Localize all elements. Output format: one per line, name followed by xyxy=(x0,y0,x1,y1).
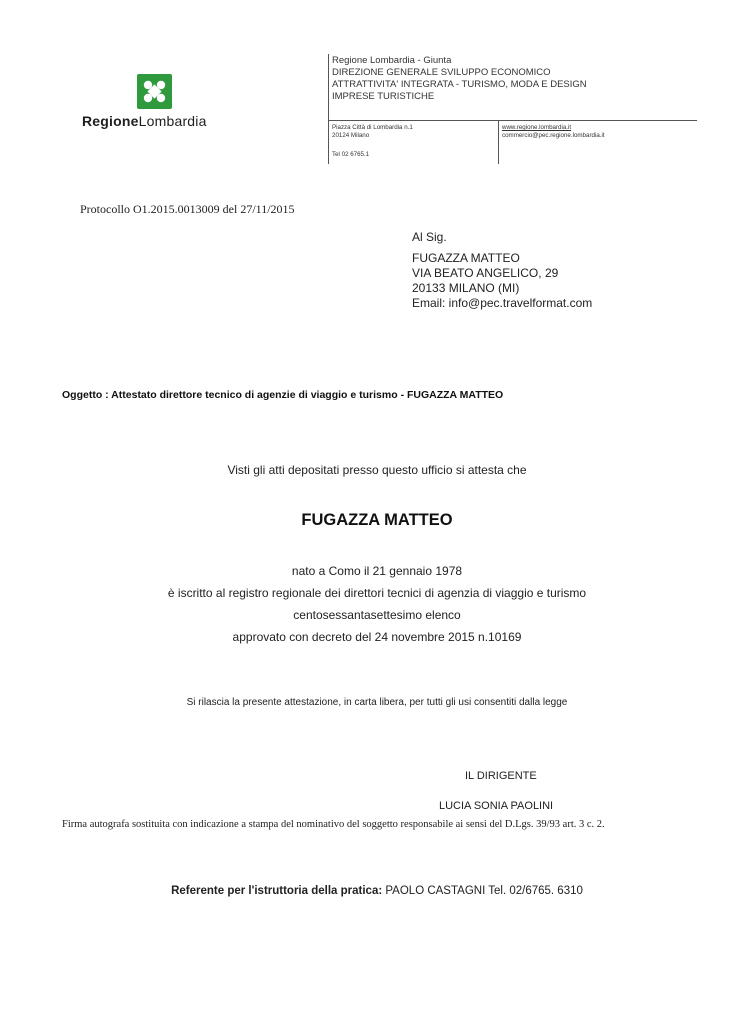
list-info: centosessantasettesimo elenco xyxy=(293,608,461,622)
decree-info: approvato con decreto del 24 novembre 2015 n.10169 xyxy=(232,630,522,644)
header-line-4: IMPRESE TURISTICHE xyxy=(332,91,435,102)
logo-wordmark xyxy=(82,113,207,129)
recipient-city: 20133 MILANO (MI) xyxy=(412,281,520,295)
header-line-1: Regione Lombardia - Giunta xyxy=(332,55,452,66)
signer-role: IL DIRIGENTE xyxy=(465,770,537,782)
recipient-street: VIA BEATO ANGELICO, 29 xyxy=(412,266,559,280)
header-divider-vertical-2 xyxy=(498,120,499,164)
recipient-email: Email: info@pec.travelformat.com xyxy=(412,296,593,310)
header-divider-vertical xyxy=(328,54,329,164)
header-phone: Tel 02 6765.1 xyxy=(332,151,370,158)
header-address-1: Piazza Città di Lombardia n.1 xyxy=(332,124,413,131)
header-address-2: 20124 Milano xyxy=(332,132,370,139)
recipient-salutation: Al Sig. xyxy=(412,230,447,244)
subject-line: Oggetto : Attestato direttore tecnico di agenzie di viaggio e turismo - FUGAZZA MATTEO xyxy=(62,389,504,401)
intro-text: Visti gli atti depositati presso questo ufficio si attesta che xyxy=(227,463,527,477)
header-email: commercio@pec.regione.lombardia.it xyxy=(502,132,605,139)
header-website-link[interactable]: www.regione.lombardia.it xyxy=(502,124,572,131)
registry-info: è iscritto al registro regionale dei direttori tecnici di agenzia di viaggio e turismo xyxy=(167,586,587,600)
signature-note: Firma autografa sostituita con indicazione a stampa del nominativo del soggetto responsabile ai sensi del D.Lgs. 39/93 art. 3 c. 2. xyxy=(62,819,605,830)
birth-info: nato a Como il 21 gennaio 1978 xyxy=(291,564,463,578)
logo-text-bold: Regione xyxy=(82,113,139,129)
header-line-3: ATTRATTIVITA' INTEGRATA - TURISMO, MODA E DESIGN xyxy=(332,79,587,90)
logo-text-rest: Lombardia xyxy=(138,113,207,129)
header-line-2: DIREZIONE GENERALE SVILUPPO ECONOMICO xyxy=(332,67,551,78)
referente-value: PAOLO CASTAGNI Tel. 02/6765. 6310 xyxy=(382,885,583,897)
recipient-name: FUGAZZA MATTEO xyxy=(412,251,520,265)
signer-name: LUCIA SONIA PAOLINI xyxy=(439,800,554,812)
header-divider-horizontal xyxy=(328,120,697,121)
referente-line xyxy=(0,885,754,897)
regione-lombardia-logo-icon xyxy=(137,74,172,109)
release-statement: Si rilascia la presente attestazione, in carta libera, per tutti gli usi consentiti dalla legge xyxy=(186,697,568,708)
referente-label: Referente per l'istruttoria della pratica: xyxy=(171,885,383,897)
protocol-number: Protocollo O1.2015.0013009 del 27/11/2015 xyxy=(80,202,295,216)
person-name-heading: FUGAZZA MATTEO xyxy=(301,511,453,529)
